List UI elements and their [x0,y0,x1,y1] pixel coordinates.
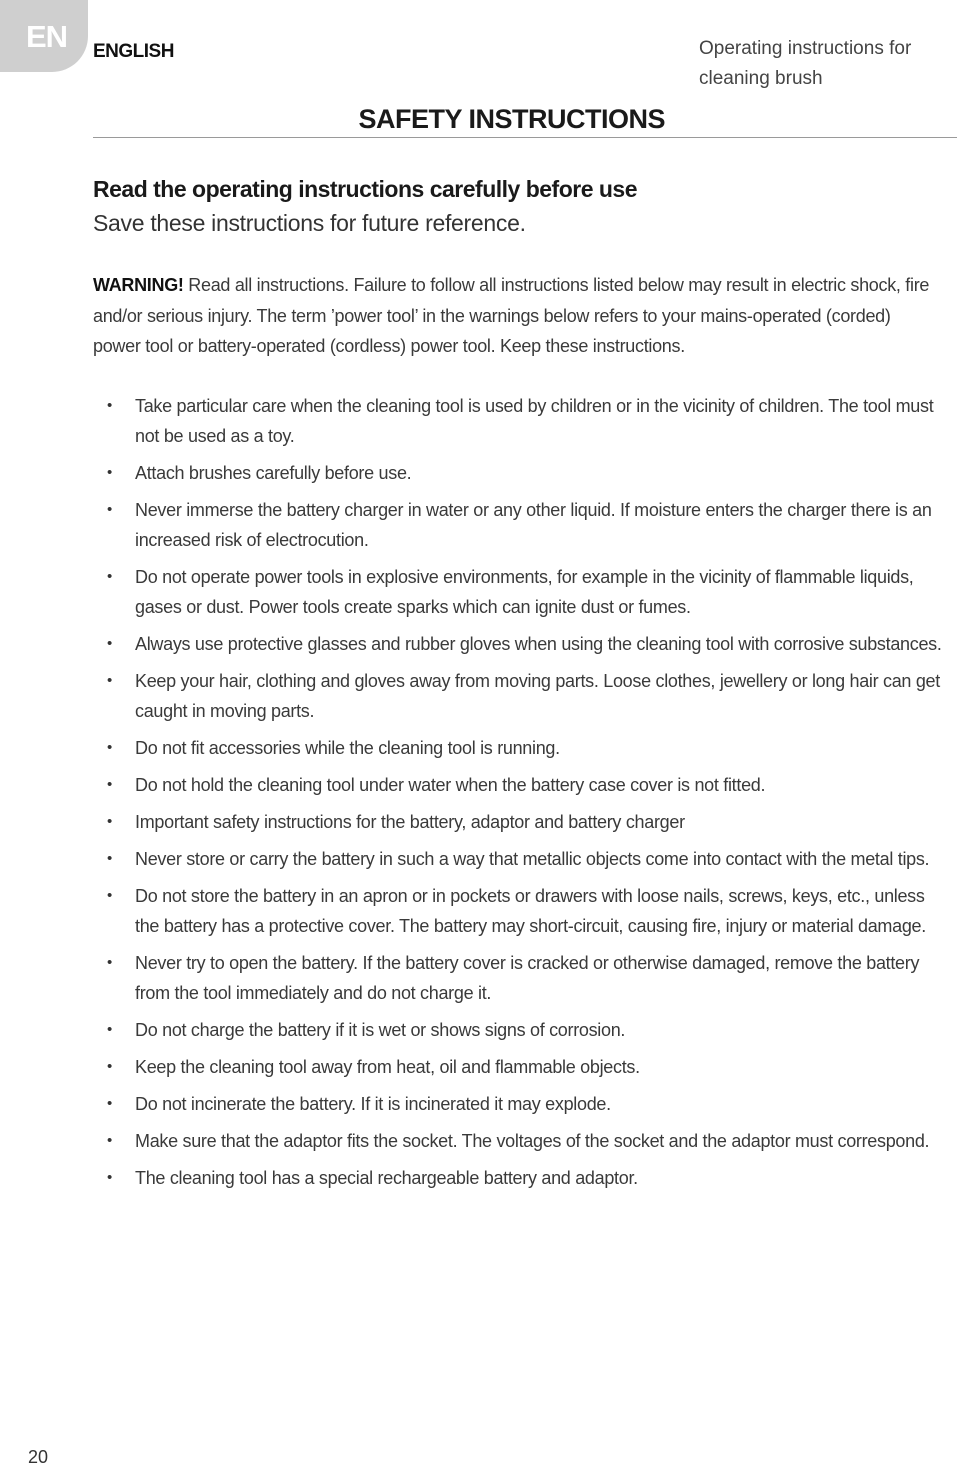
language-tab [0,0,88,72]
bullet-icon: • [107,1058,112,1075]
list-item-text: Do not incinerate the battery. If it is incinerated it may explode. [135,1094,611,1114]
list-item [107,948,947,1008]
list-item-text: Do not operate power tools in explosive environments, for example in the vicinity of flammable liquids, gases or dust. Power tools create sparks which can ignite dust or fumes. [135,567,914,617]
list-item-text: Take particular care when the cleaning tool is used by children or in the vicinity of children. The tool must not be used as a toy. [135,396,934,446]
list-item [107,1015,947,1045]
bullet-icon: • [107,397,112,414]
bullet-icon: • [107,672,112,689]
bullet-icon: • [107,501,112,518]
list-item [107,391,947,451]
list-item [107,733,947,763]
bullet-icon: • [107,1095,112,1112]
list-item [107,562,947,622]
list-item-text: Never store or carry the battery in such a way that metallic objects come into contact with the metal tips. [135,849,930,869]
bullet-icon: • [107,464,112,481]
list-item [107,881,947,941]
list-item-text: Important safety instructions for the battery, adaptor and battery charger [135,812,685,832]
list-item [107,1052,947,1082]
list-item [107,807,947,837]
intro-note: Save these instructions for future reference. [93,210,526,236]
list-item [107,1163,947,1193]
warning-paragraph [93,270,933,362]
list-item [107,495,947,555]
intro-instruction: Read the operating instructions carefully before use [93,176,638,202]
list-item [107,458,947,488]
list-item-text: Always use protective glasses and rubber gloves when using the cleaning tool with corrosive substances. [135,634,942,654]
list-item-text: Keep the cleaning tool away from heat, oil and flammable objects. [135,1057,640,1077]
bullet-icon: • [107,776,112,793]
list-item [107,629,947,659]
warning-label: WARNING! [93,275,184,295]
section-heading: SAFETY INSTRUCTIONS [358,104,665,134]
list-item-text: Attach brushes carefully before use. [135,463,412,483]
bullet-icon: • [107,1021,112,1038]
bullet-icon: • [107,568,112,585]
bullet-icon: • [107,739,112,756]
list-item-text: Make sure that the adaptor fits the socket. The voltages of the socket and the adaptor must correspond. [135,1131,930,1151]
page-number: 20 [28,1447,49,1467]
language-label: ENGLISH [93,41,174,62]
list-item-text: Do not store the battery in an apron or in pockets or drawers with loose nails, screws, keys, etc., unless the battery has a protective cover. The battery may short-circuit, causing fire, injury or material damage. [135,886,926,936]
list-item-text: Never immerse the battery charger in water or any other liquid. If moisture enters the charger there is an increased risk of electrocution. [135,500,932,550]
list-item [107,1089,947,1119]
bullet-icon: • [107,1169,112,1186]
document-title: Operating instructions for cleaning brush [699,38,912,89]
bullet-icon: • [107,850,112,867]
list-item-text: Do not hold the cleaning tool under water when the battery case cover is not fitted. [135,775,766,795]
list-item-text: The cleaning tool has a special rechargeable battery and adaptor. [135,1168,638,1188]
safety-bullet-list [107,391,947,1200]
list-item [107,666,947,726]
list-item-text: Do not charge the battery if it is wet or shows signs of corrosion. [135,1020,626,1040]
bullet-icon: • [107,1132,112,1149]
warning-text: Read all instructions. Failure to follow all instructions listed below may result in electric shock, fire and/or serious injury. The term ’power tool’ in the warnings below refers to your mains-operated (corded) power tool or battery-operated (cordless) power tool. Keep these instructions. [93,275,930,356]
list-item-text: Keep your hair, clothing and gloves away from moving parts. Loose clothes, jewellery or long hair can get caught in moving parts. [135,671,940,721]
bullet-icon: • [107,954,112,971]
list-item-text: Do not fit accessories while the cleaning tool is running. [135,738,560,758]
header-divider [93,137,957,138]
bullet-icon: • [107,635,112,652]
list-item-text: Never try to open the battery. If the battery cover is cracked or otherwise damaged, remove the battery from the tool immediately and do not charge it. [135,953,920,1003]
bullet-icon: • [107,813,112,830]
list-item [107,770,947,800]
bullet-icon: • [107,887,112,904]
language-code: EN [26,19,68,54]
list-item [107,844,947,874]
list-item [107,1126,947,1156]
